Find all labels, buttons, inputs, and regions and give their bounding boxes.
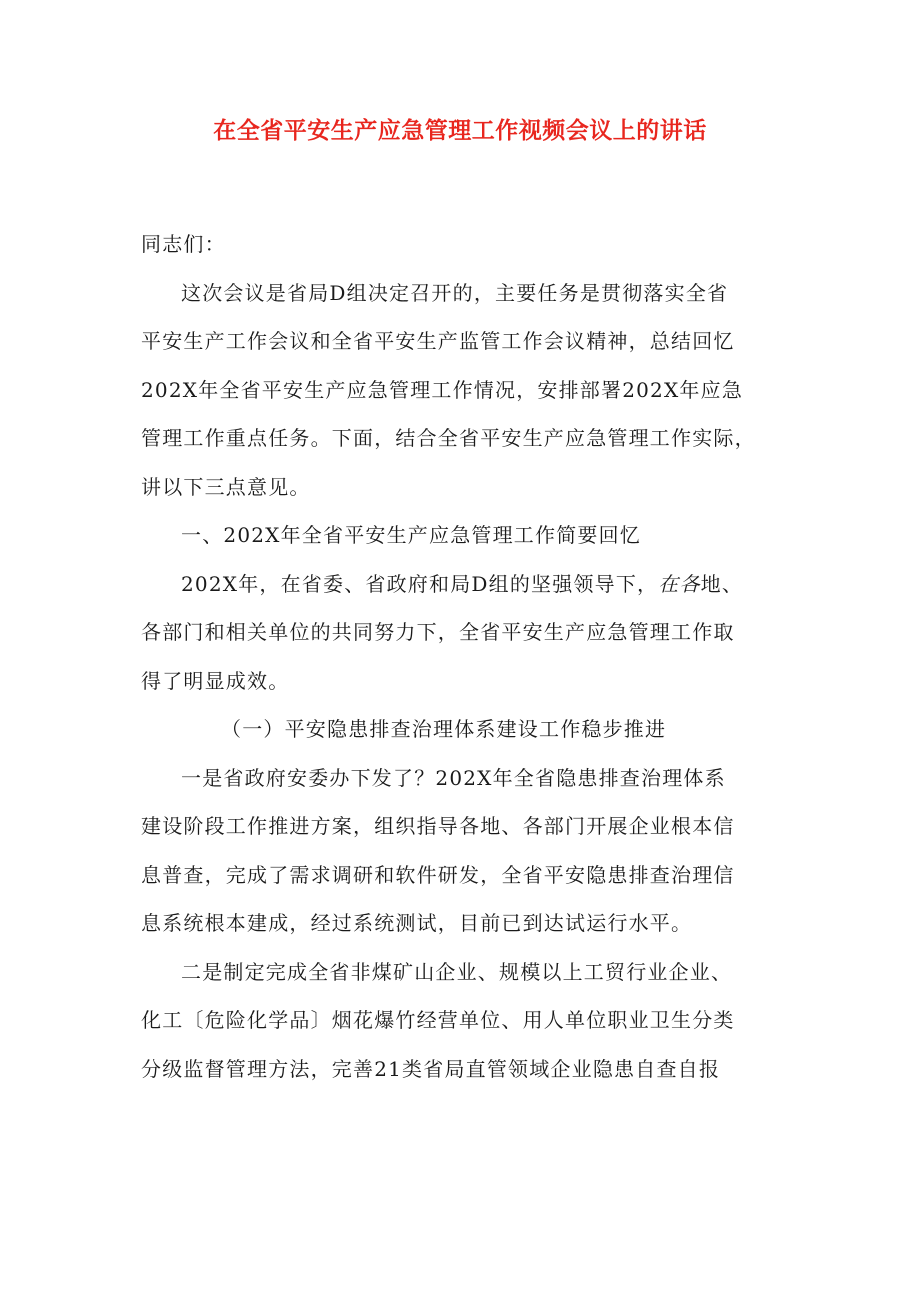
paragraph-review: [141, 560, 791, 706]
sub-heading-1: [141, 705, 791, 754]
paragraph-line: 讲以下三点意见。: [141, 474, 311, 499]
paragraph-item-1: [141, 754, 791, 948]
document-body: [141, 220, 791, 1093]
paragraph-item-2: [141, 948, 791, 1094]
paragraph-line: 各部门和相关单位的共同努力下，全省平安生产应急管理工作取: [141, 620, 735, 644]
paragraph-line: 分级监督管理方法，完善21类省局直管领域企业隐患自查自报: [141, 1056, 721, 1081]
paragraph-line: 平安生产工作会议和全省平安生产监管工作会议精神，总结回忆: [141, 329, 735, 353]
document-title: 在全省平安生产应急管理工作视频会议上的讲话: [213, 118, 707, 144]
salutation: [141, 220, 791, 269]
paragraph-line: 息普查，完成了需求调研和软件研发，全省平安隐患排查治理信: [141, 862, 735, 887]
paragraph-line: 二是制定完成全省非煤矿山企业、规模以上工贸行业企业、: [181, 959, 733, 984]
paragraph-line: 得了明显成效。: [141, 668, 290, 693]
paragraph-line: 息系统根本建成，经过系统测试，目前已到达试运行水平。: [141, 911, 693, 935]
text-run: 202X年，在省委、省政府和局D组的坚强领导下，: [181, 571, 659, 596]
text-run: 地、: [700, 571, 744, 596]
paragraph-line: 一是省政府安委办下发了？202X年全省隐患排查治理体系: [181, 765, 726, 790]
salutation-text: 同志们：: [141, 232, 226, 256]
paragraph-line: 202X年全省平安生产应急管理工作情况，安排部署202X年应急: [141, 377, 744, 402]
sub-heading-text: （一）平安隐患排查治理体系建设工作稳步推进: [221, 717, 667, 741]
paragraph-line: 化工〔危险化学品〕烟花爆竹经营单位、用人单位职业卫生分类: [141, 1008, 735, 1032]
paragraph-line: [141, 560, 791, 609]
heading-text: 一、202X年全省平安生产应急管理工作简要回忆: [181, 523, 642, 547]
section-heading-1: [141, 511, 791, 560]
paragraph-line: 这次会议是省局D组决定召开的，主要任务是贯彻落实全省: [181, 280, 729, 305]
paragraph-line: 建设阶段工作推进方案，组织指导各地、各部门开展企业根本信: [141, 814, 735, 838]
paragraph-line: 管理工作重点任务。下面，结合全省平安生产应急管理工作实际，: [141, 426, 756, 450]
paragraph-intro: [141, 269, 791, 512]
italic-text-run: 在各: [658, 571, 701, 596]
